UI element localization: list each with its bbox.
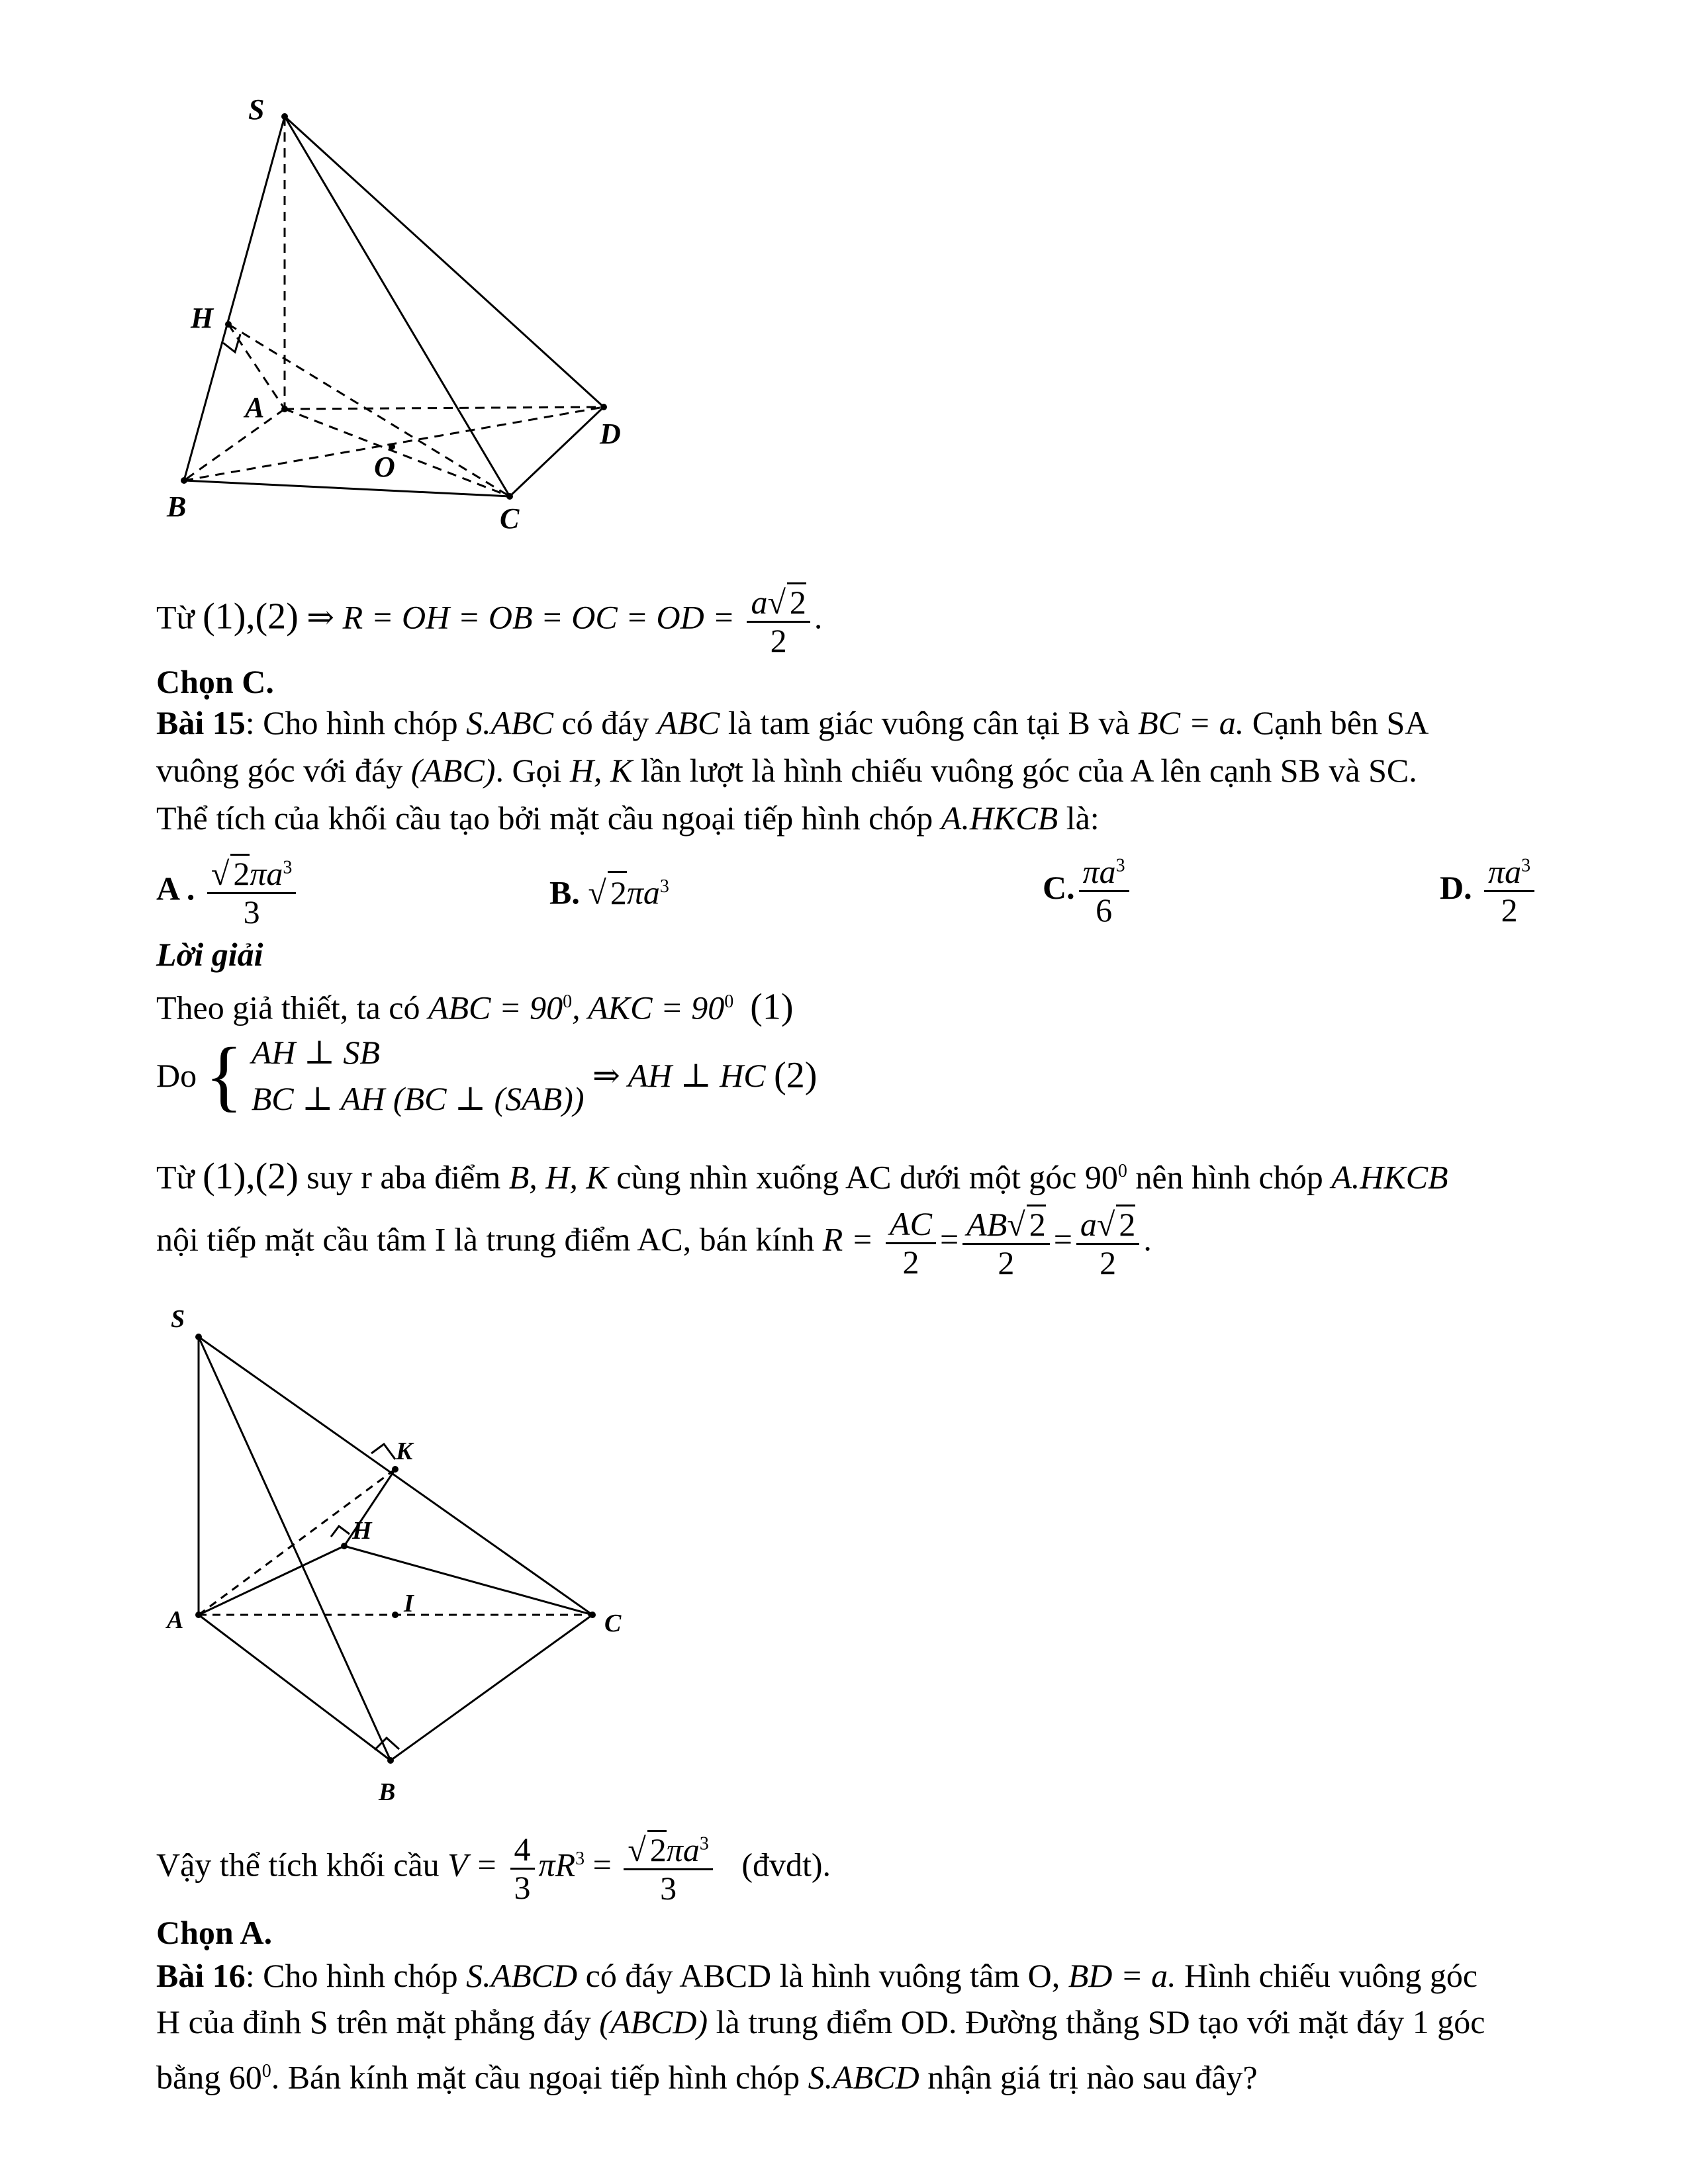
solution-line3: Từ (1),(2) suy r aba điểm B, H, K cùng nhìn xuống AC dưới một góc $90^0$ nên hình chóp A.HKCB	[156, 1156, 1448, 1197]
option-b: B. √ $2\pi a^3$	[549, 867, 669, 913]
pyramid-figure-sabcd	[152, 93, 669, 543]
label2-h: H	[352, 1517, 372, 1545]
option-b-label: B.	[549, 874, 580, 911]
option-a: A . $\frac{√ 2\pi a^3}{3}$	[156, 854, 300, 931]
option-d-label: D.	[1440, 868, 1472, 906]
frac-num-a: a	[751, 584, 768, 621]
bai16-line1: Bài 16: Cho hình chóp S.ABCD có đáy ABCD là hình vuông tâm O, BD = a. Hình chiếu vuông góc	[156, 1957, 1478, 1994]
label2-s: S	[171, 1305, 185, 1333]
label-b: B	[167, 490, 187, 523]
solution-line4: nội tiếp mặt cầu tâm I là trung điểm AC, bán kính R = $\frac{AC}{2}$ = $\frac{AB√ 2}{2}$ = $\frac{a√ 2}{2}$ .	[156, 1205, 1152, 1281]
label2-i: I	[404, 1590, 414, 1617]
solution-line2-system: Do { AH ⊥ SB BC ⊥ AH (BC ⊥ (SAB)) ⇒ AH ⊥ HC (2)	[156, 1031, 818, 1119]
volume-line: Vậy thể tích khối cầu V = $\frac{4}{3}$ $\pi R^3$ = $\frac{√ 2\pi a^3}{3}$ (đvdt).	[156, 1830, 831, 1907]
solution-line1: Theo giả thiết, ta có ABC = $90^0$, AKC = $90^0$ (1)	[156, 986, 794, 1028]
label2-c: C	[604, 1610, 622, 1637]
text-tu: Từ	[156, 598, 195, 636]
label-c: C	[500, 502, 520, 535]
label2-b: B	[379, 1778, 396, 1806]
pyramid-figure-sabc	[152, 1297, 655, 1813]
frac-den: 2	[770, 622, 787, 659]
label-s: S	[248, 93, 265, 126]
period: .	[814, 598, 823, 636]
choose-c: Chọn C.	[156, 663, 274, 700]
radius-conclusion-line	[156, 582, 822, 659]
radius-expression: R = OH = OB = OC = OD =	[342, 598, 735, 636]
choose-a: Chọn A.	[156, 1914, 273, 1951]
option-d: D. $\frac{\pi a^3}{2}$	[1440, 854, 1538, 929]
bai15-line2: vuông góc với đáy (ABC). Gọi H, K lần lượt là hình chiếu vuông góc của A lên cạnh SB và SC.	[156, 752, 1417, 789]
fraction-a-root2-over-2: $\frac{a√ 2}{2}$	[747, 582, 810, 659]
label-o: O	[374, 451, 395, 483]
solution-heading: Lời giải	[156, 936, 263, 973]
option-c-label: C.	[1043, 868, 1075, 906]
label-d: D	[600, 418, 621, 450]
ref-1-2: (1),(2)	[203, 596, 299, 637]
bai15-line3: Thể tích của khối cầu tạo bởi mặt cầu ngoại tiếp hình chóp A.HKCB là:	[156, 799, 1100, 837]
bai16-line3: bằng $60^0$. Bán kính mặt cầu ngoại tiếp hình chóp S.ABCD nhận giá trị nào sau đây?	[156, 2058, 1258, 2096]
label2-a: A	[167, 1606, 184, 1634]
bai16-title: Bài 16	[156, 1957, 246, 1994]
option-a-label: A .	[156, 870, 195, 907]
bai15-title: Bài 15	[156, 704, 246, 741]
option-c: C. $\frac{\pi a^3}{6}$	[1043, 854, 1133, 929]
label2-k: K	[396, 1437, 413, 1465]
frac-num-radicand: 2	[787, 582, 806, 621]
bai16-line2: H của đỉnh S trên mặt phẳng đáy (ABCD) là trung điểm OD. Đường thẳng SD tạo với mặt đáy 1 góc	[156, 2003, 1485, 2040]
bai15-line1: Bài 15: Cho hình chóp S.ABC có đáy ABC là tam giác vuông cân tại B và BC = a. Cạnh bên SA	[156, 704, 1429, 741]
implies-symbol: ⇒	[306, 598, 335, 636]
label-a: A	[245, 391, 265, 424]
label-h: H	[191, 302, 214, 334]
